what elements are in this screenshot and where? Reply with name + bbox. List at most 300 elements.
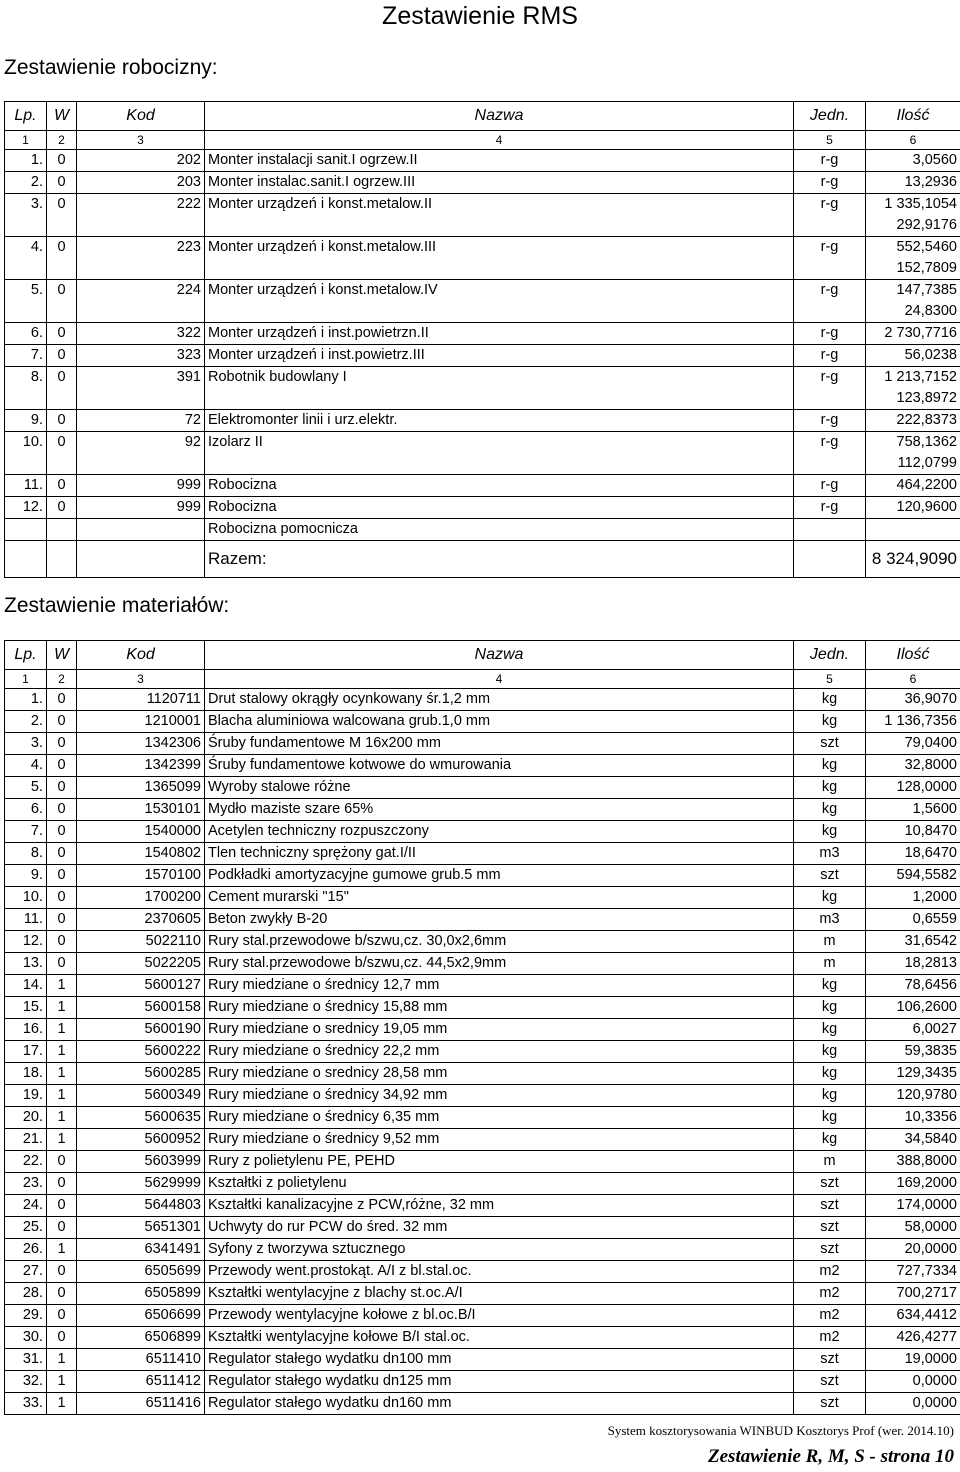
- cell-w: 0: [47, 711, 77, 733]
- cell-jedn: m: [794, 931, 866, 953]
- cell-kod: 5644803: [77, 1195, 205, 1217]
- cell-w: 0: [47, 689, 77, 711]
- cell-lp: 3.: [5, 733, 47, 755]
- cell-ilosc: 1,2000: [866, 887, 960, 909]
- table-row: [5, 1239, 960, 1261]
- cell-jedn: r-g: [794, 345, 866, 367]
- cell-ilosc: 388,8000: [866, 1151, 960, 1173]
- table-row: [5, 1217, 960, 1239]
- cell-nazwa: Rury stal.przewodowe b/szwu,cz. 30,0x2,6mm: [205, 931, 794, 953]
- cell-w: 0: [47, 280, 77, 302]
- cell-jedn: kg: [794, 755, 866, 777]
- labor-colnum-row: [5, 131, 960, 150]
- cell-lp: 1.: [5, 150, 47, 172]
- col-header-w: W: [47, 102, 77, 131]
- cell-kod: 5603999: [77, 1151, 205, 1173]
- cell-kod: 1700200: [77, 887, 205, 909]
- cell-jedn: m: [794, 953, 866, 975]
- cell-jedn: m2: [794, 1327, 866, 1349]
- cell-ilosc: 120,9780: [866, 1085, 960, 1107]
- colnum: 5: [794, 670, 866, 689]
- cell-ilosc: 147,7385: [866, 280, 960, 302]
- cell-lp: 5.: [5, 777, 47, 799]
- cell-w: 0: [47, 1173, 77, 1195]
- colnum: 2: [47, 670, 77, 689]
- table-subrow: [5, 258, 960, 280]
- cell-nazwa: Regulator stałego wydatku dn125 mm: [205, 1371, 794, 1393]
- cell-lp: 22.: [5, 1151, 47, 1173]
- cell-nazwa: Izolarz II: [205, 432, 794, 454]
- table-row: [5, 475, 960, 497]
- cell-lp: 7.: [5, 345, 47, 367]
- table-row: [5, 909, 960, 931]
- cell-jedn: m: [794, 1151, 866, 1173]
- col-header-w: W: [47, 641, 77, 670]
- cell-w: 0: [47, 953, 77, 975]
- cell-jedn: kg: [794, 689, 866, 711]
- cell-w: 1: [47, 1041, 77, 1063]
- cell-w: 0: [47, 777, 77, 799]
- cell-jedn: r-g: [794, 280, 866, 302]
- cell-lp: 20.: [5, 1107, 47, 1129]
- cell-kod: 6505899: [77, 1283, 205, 1305]
- table-row: [5, 711, 960, 733]
- table-row: [5, 733, 960, 755]
- footer-system: System kosztorysowania WINBUD Kosztorys Prof (wer. 2014.10): [607, 1423, 954, 1438]
- col-header-jedn: Jedn.: [794, 102, 866, 131]
- cell-kod: 5600285: [77, 1063, 205, 1085]
- table-row: [5, 1173, 960, 1195]
- cell-nazwa: Przewody wentylacyjne kołowe z bl.oc.B/I: [205, 1305, 794, 1327]
- materials-header-row: [5, 641, 960, 670]
- cell-w: 0: [47, 1195, 77, 1217]
- cell-jedn: szt: [794, 1195, 866, 1217]
- labor-total-row: [5, 541, 960, 578]
- cell-ilosc: 3,0560: [866, 150, 960, 172]
- cell-w: 0: [47, 410, 77, 432]
- cell-ilosc: 0,0000: [866, 1371, 960, 1393]
- cell-w: 0: [47, 799, 77, 821]
- cell-kod: 1342306: [77, 733, 205, 755]
- table-row: [5, 1371, 960, 1393]
- cell-jedn: kg: [794, 1129, 866, 1151]
- cell-nazwa: Rury miedziane o średnicy 9,52 mm: [205, 1129, 794, 1151]
- cell-lp: 2.: [5, 711, 47, 733]
- cell-w: 1: [47, 1239, 77, 1261]
- cell-lp: 28.: [5, 1283, 47, 1305]
- table-row: [5, 323, 960, 345]
- cell-ilosc: 129,3435: [866, 1063, 960, 1085]
- cell-w: 0: [47, 733, 77, 755]
- cell-ilosc: 106,2600: [866, 997, 960, 1019]
- cell-w: 0: [47, 887, 77, 909]
- cell-lp: 21.: [5, 1129, 47, 1151]
- cell-jedn: r-g: [794, 410, 866, 432]
- cell-w: 0: [47, 1261, 77, 1283]
- col-header-nazwa: Nazwa: [205, 102, 794, 131]
- colnum: 3: [77, 670, 205, 689]
- cell-nazwa: Rury miedziane o srednicy 28,58 mm: [205, 1063, 794, 1085]
- labor-heading: Zestawienie robocizny:: [4, 56, 218, 79]
- cell-lp: 9.: [5, 410, 47, 432]
- cell-lp: 24.: [5, 1195, 47, 1217]
- table-row: [5, 497, 960, 519]
- cell-ilosc: 31,6542: [866, 931, 960, 953]
- cell-kod: 6511416: [77, 1393, 205, 1415]
- total-label: Razem:: [205, 541, 794, 578]
- cell-w: 1: [47, 1107, 77, 1129]
- cell-nazwa: Rury miedziane o średnicy 12,7 mm: [205, 975, 794, 997]
- col-header-kod: Kod: [77, 641, 205, 670]
- cell-ilosc: 552,5460: [866, 237, 960, 259]
- table-subrow: [5, 388, 960, 410]
- cell-w: 0: [47, 909, 77, 931]
- cell-w: 0: [47, 1217, 77, 1239]
- cell-ilosc: 32,8000: [866, 755, 960, 777]
- cell-w: 0: [47, 1305, 77, 1327]
- cell-nazwa: Kształtki wentylacyjne z blachy st.oc.A/I: [205, 1283, 794, 1305]
- cell-ilosc: 10,3356: [866, 1107, 960, 1129]
- cell-nazwa: Przewody went.prostokąt. A/I z bl.stal.oc.: [205, 1261, 794, 1283]
- table-row: [5, 1063, 960, 1085]
- cell-jedn: kg: [794, 821, 866, 843]
- cell-nazwa: Syfony z tworzywa sztucznego: [205, 1239, 794, 1261]
- cell-ilosc: 19,0000: [866, 1349, 960, 1371]
- cell-jedn: kg: [794, 777, 866, 799]
- cell-w: 0: [47, 865, 77, 887]
- cell-nazwa: Blacha aluminiowa walcowana grub.1,0 mm: [205, 711, 794, 733]
- table-row: [5, 1195, 960, 1217]
- cell-nazwa: Podkładki amortyzacyjne gumowe grub.5 mm: [205, 865, 794, 887]
- table-row: [5, 821, 960, 843]
- cell-nazwa: Monter urządzeń i konst.metalow.IV: [205, 280, 794, 302]
- cell-w: 0: [47, 172, 77, 194]
- cell-ilosc: 13,2936: [866, 172, 960, 194]
- table-row: [5, 931, 960, 953]
- table-row: [5, 997, 960, 1019]
- cell-lp: 19.: [5, 1085, 47, 1107]
- cell-nazwa: Monter urządzeń i inst.powietrz.III: [205, 345, 794, 367]
- table-row: [5, 1129, 960, 1151]
- cell-ilosc: 594,5582: [866, 865, 960, 887]
- cell-nazwa: Rury miedziane o średnicy 22,2 mm: [205, 1041, 794, 1063]
- cell-ilosc-sub: 24,8300: [866, 301, 960, 323]
- materials-heading: Zestawienie materiałów:: [4, 594, 230, 617]
- cell-kod: 5600952: [77, 1129, 205, 1151]
- table-row: [5, 887, 960, 909]
- cell-kod: 5600349: [77, 1085, 205, 1107]
- cell-ilosc: 18,2813: [866, 953, 960, 975]
- cell-jedn: r-g: [794, 367, 866, 389]
- cell-kod: 999: [77, 475, 205, 497]
- cell-w: 1: [47, 997, 77, 1019]
- cell-ilosc-sub: 112,0799: [866, 453, 960, 475]
- cell-jedn: kg: [794, 887, 866, 909]
- cell-jedn: m2: [794, 1305, 866, 1327]
- cell-ilosc: 1 213,7152: [866, 367, 960, 389]
- cell-lp: 31.: [5, 1349, 47, 1371]
- table-row: [5, 799, 960, 821]
- cell-nazwa: Wyroby stalowe różne: [205, 777, 794, 799]
- table-row: [5, 1349, 960, 1371]
- col-header-lp: Lp.: [5, 102, 47, 131]
- cell-jedn: r-g: [794, 237, 866, 259]
- cell-lp: 11.: [5, 475, 47, 497]
- table-row: [5, 843, 960, 865]
- cell-kod: 999: [77, 497, 205, 519]
- cell-w: 0: [47, 821, 77, 843]
- total-value: 8 324,9090: [866, 541, 960, 578]
- cell-jedn: kg: [794, 975, 866, 997]
- cell-w: 0: [47, 475, 77, 497]
- cell-jedn: kg: [794, 711, 866, 733]
- cell-kod: 1540802: [77, 843, 205, 865]
- cell-kod: 5600222: [77, 1041, 205, 1063]
- cell-w: 0: [47, 323, 77, 345]
- cell-ilosc-sub: 152,7809: [866, 258, 960, 280]
- table-row: [5, 1107, 960, 1129]
- cell-nazwa: Drut stalowy okrągły ocynkowany śr.1,2 mm: [205, 689, 794, 711]
- cell-w: 1: [47, 1063, 77, 1085]
- cell-kod: 1540000: [77, 821, 205, 843]
- cell-nazwa: Tlen techniczny sprężony gat.I/II: [205, 843, 794, 865]
- cell-lp: 25.: [5, 1217, 47, 1239]
- cell-ilosc-sub: 123,8972: [866, 388, 960, 410]
- cell-w: 0: [47, 345, 77, 367]
- cell-w: 0: [47, 497, 77, 519]
- page-title: Zestawienie RMS: [382, 2, 578, 30]
- col-header-jedn: Jedn.: [794, 641, 866, 670]
- cell-kod: 5600190: [77, 1019, 205, 1041]
- cell-ilosc: 56,0238: [866, 345, 960, 367]
- cell-ilosc: 58,0000: [866, 1217, 960, 1239]
- cell-w: 1: [47, 1085, 77, 1107]
- cell-kod: 5022110: [77, 931, 205, 953]
- colnum: 2: [47, 131, 77, 150]
- cell-jedn: m3: [794, 909, 866, 931]
- cell-w: 1: [47, 1393, 77, 1415]
- cell-ilosc: 79,0400: [866, 733, 960, 755]
- table-row: [5, 865, 960, 887]
- cell-jedn: r-g: [794, 497, 866, 519]
- cell-w: 1: [47, 975, 77, 997]
- cell-kod: 6511412: [77, 1371, 205, 1393]
- cell-nazwa: Kształtki wentylacyjne kołowe B/I stal.oc.: [205, 1327, 794, 1349]
- labor-header-row: [5, 102, 960, 131]
- cell-jedn: szt: [794, 865, 866, 887]
- cell-ilosc: 727,7334: [866, 1261, 960, 1283]
- cell-lp: 26.: [5, 1239, 47, 1261]
- cell-kod: 1530101: [77, 799, 205, 821]
- cell-w: 0: [47, 755, 77, 777]
- cell-jedn: szt: [794, 733, 866, 755]
- cell-kod: 1570100: [77, 865, 205, 887]
- cell-nazwa: Robocizna: [205, 475, 794, 497]
- cell-ilosc: 426,4277: [866, 1327, 960, 1349]
- cell-ilosc: 222,8373: [866, 410, 960, 432]
- table-row: [5, 1151, 960, 1173]
- cell-lp: 8.: [5, 843, 47, 865]
- cell-ilosc: 128,0000: [866, 777, 960, 799]
- cell-lp: 27.: [5, 1261, 47, 1283]
- cell-kod: 5600635: [77, 1107, 205, 1129]
- cell-jedn: szt: [794, 1239, 866, 1261]
- cell-lp: 11.: [5, 909, 47, 931]
- table-subrow: [5, 301, 960, 323]
- cell-lp: 17.: [5, 1041, 47, 1063]
- table-row: [5, 1327, 960, 1349]
- cell-nazwa: Śruby fundamentowe kotwowe do wmurowania: [205, 755, 794, 777]
- cell-ilosc: 6,0027: [866, 1019, 960, 1041]
- cell-nazwa: Monter instalacji sanit.I ogrzew.II: [205, 150, 794, 172]
- cell-lp: 33.: [5, 1393, 47, 1415]
- cell-lp: 8.: [5, 367, 47, 389]
- cell-lp: 9.: [5, 865, 47, 887]
- cell-nazwa: Monter urządzeń i konst.metalow.III: [205, 237, 794, 259]
- cell-jedn: m2: [794, 1283, 866, 1305]
- cell-ilosc: 0,6559: [866, 909, 960, 931]
- materials-table: [4, 640, 960, 1415]
- cell-ilosc: 20,0000: [866, 1239, 960, 1261]
- cell-jedn: szt: [794, 1217, 866, 1239]
- table-row: [5, 1393, 960, 1415]
- cell-kod: 391: [77, 367, 205, 389]
- table-row: [5, 689, 960, 711]
- cell-jedn: szt: [794, 1349, 866, 1371]
- cell-nazwa: Beton zwykły B-20: [205, 909, 794, 931]
- materials-colnum-row: [5, 670, 960, 689]
- cell-ilosc: 634,4412: [866, 1305, 960, 1327]
- cell-lp: 15.: [5, 997, 47, 1019]
- cell-lp: 10.: [5, 887, 47, 909]
- table-row: [5, 1283, 960, 1305]
- cell-lp: 13.: [5, 953, 47, 975]
- cell-nazwa: Robocizna: [205, 497, 794, 519]
- colnum: 4: [205, 670, 794, 689]
- footer-page: Zestawienie R, M, S - strona 10: [708, 1446, 954, 1467]
- cell-w: 1: [47, 1371, 77, 1393]
- table-row: [5, 237, 960, 259]
- cell-kod: 202: [77, 150, 205, 172]
- cell-lp: 30.: [5, 1327, 47, 1349]
- cell-ilosc: 1,5600: [866, 799, 960, 821]
- table-row: [5, 280, 960, 302]
- cell-kod: 1342399: [77, 755, 205, 777]
- col-header-nazwa: Nazwa: [205, 641, 794, 670]
- cell-kod: 5600158: [77, 997, 205, 1019]
- cell-ilosc: 169,2000: [866, 1173, 960, 1195]
- cell-ilosc: 464,2200: [866, 475, 960, 497]
- cell-kod: 222: [77, 194, 205, 216]
- table-row: [5, 172, 960, 194]
- colnum: 4: [205, 131, 794, 150]
- cell-ilosc: 59,3835: [866, 1041, 960, 1063]
- cell-kod: 6506699: [77, 1305, 205, 1327]
- cell-kod: 1365099: [77, 777, 205, 799]
- table-row: [5, 150, 960, 172]
- cell-jedn: r-g: [794, 150, 866, 172]
- cell-lp: 32.: [5, 1371, 47, 1393]
- col-header-lp: Lp.: [5, 641, 47, 670]
- cell-nazwa: Acetylen techniczny rozpuszczony: [205, 821, 794, 843]
- cell-jedn: r-g: [794, 432, 866, 454]
- cell-ilosc: 1 335,1054: [866, 194, 960, 216]
- table-row: [5, 975, 960, 997]
- cell-ilosc: 18,6470: [866, 843, 960, 865]
- cell-jedn: kg: [794, 1063, 866, 1085]
- cell-lp: 29.: [5, 1305, 47, 1327]
- cell-nazwa: Monter urządzeń i konst.metalow.II: [205, 194, 794, 216]
- cell-jedn: kg: [794, 997, 866, 1019]
- cell-w: 0: [47, 150, 77, 172]
- cell-nazwa: Rury stal.przewodowe b/szwu,cz. 44,5x2,9mm: [205, 953, 794, 975]
- cell-jedn: r-g: [794, 194, 866, 216]
- cell-ilosc: 174,0000: [866, 1195, 960, 1217]
- colnum: 1: [5, 670, 47, 689]
- cell-kod: 5600127: [77, 975, 205, 997]
- cell-kod: 1120711: [77, 689, 205, 711]
- cell-lp: 16.: [5, 1019, 47, 1041]
- colnum: 5: [794, 131, 866, 150]
- cell-ilosc: 120,9600: [866, 497, 960, 519]
- cell-w: 1: [47, 1129, 77, 1151]
- cell-w: 0: [47, 931, 77, 953]
- cell-kod: 203: [77, 172, 205, 194]
- cell-ilosc: 1 136,7356: [866, 711, 960, 733]
- cell-ilosc: 0,0000: [866, 1393, 960, 1415]
- cell-kod: 6341491: [77, 1239, 205, 1261]
- cell-lp: 5.: [5, 280, 47, 302]
- cell-nazwa: Cement murarski "15": [205, 887, 794, 909]
- table-row: [5, 367, 960, 389]
- cell-kod: 223: [77, 237, 205, 259]
- cell-lp: 12.: [5, 931, 47, 953]
- cell-lp: 3.: [5, 194, 47, 216]
- cell-ilosc: 10,8470: [866, 821, 960, 843]
- cell-nazwa: Rury miedziane o średnicy 15,88 mm: [205, 997, 794, 1019]
- cell-lp: 2.: [5, 172, 47, 194]
- cell-jedn: r-g: [794, 475, 866, 497]
- cell-jedn: m2: [794, 1261, 866, 1283]
- cell-kod: 5651301: [77, 1217, 205, 1239]
- cell-lp: 6.: [5, 799, 47, 821]
- cell-ilosc: 758,1362: [866, 432, 960, 454]
- cell-ilosc-sub: 292,9176: [866, 215, 960, 237]
- table-row: [5, 1085, 960, 1107]
- cell-nazwa: Kształtki z polietylenu: [205, 1173, 794, 1195]
- cell-w: 0: [47, 367, 77, 389]
- table-row: [5, 194, 960, 216]
- cell-jedn: kg: [794, 799, 866, 821]
- cell-w: 0: [47, 237, 77, 259]
- cell-lp: 4.: [5, 237, 47, 259]
- cell-ilosc: 2 730,7716: [866, 323, 960, 345]
- table-row: [5, 1019, 960, 1041]
- cell-w: 0: [47, 1283, 77, 1305]
- cell-nazwa: Kształtki kanalizacyjne z PCW,różne, 32 mm: [205, 1195, 794, 1217]
- cell-lp: 18.: [5, 1063, 47, 1085]
- cell-kod: 92: [77, 432, 205, 454]
- cell-jedn: r-g: [794, 323, 866, 345]
- cell-w: 0: [47, 194, 77, 216]
- cell-kod: 5022205: [77, 953, 205, 975]
- cell-nazwa: Regulator stałego wydatku dn160 mm: [205, 1393, 794, 1415]
- cell-ilosc: 700,2717: [866, 1283, 960, 1305]
- cell-w: 0: [47, 432, 77, 454]
- colnum: 3: [77, 131, 205, 150]
- cell-kod: 72: [77, 410, 205, 432]
- col-header-ilosc: Ilość: [866, 641, 960, 670]
